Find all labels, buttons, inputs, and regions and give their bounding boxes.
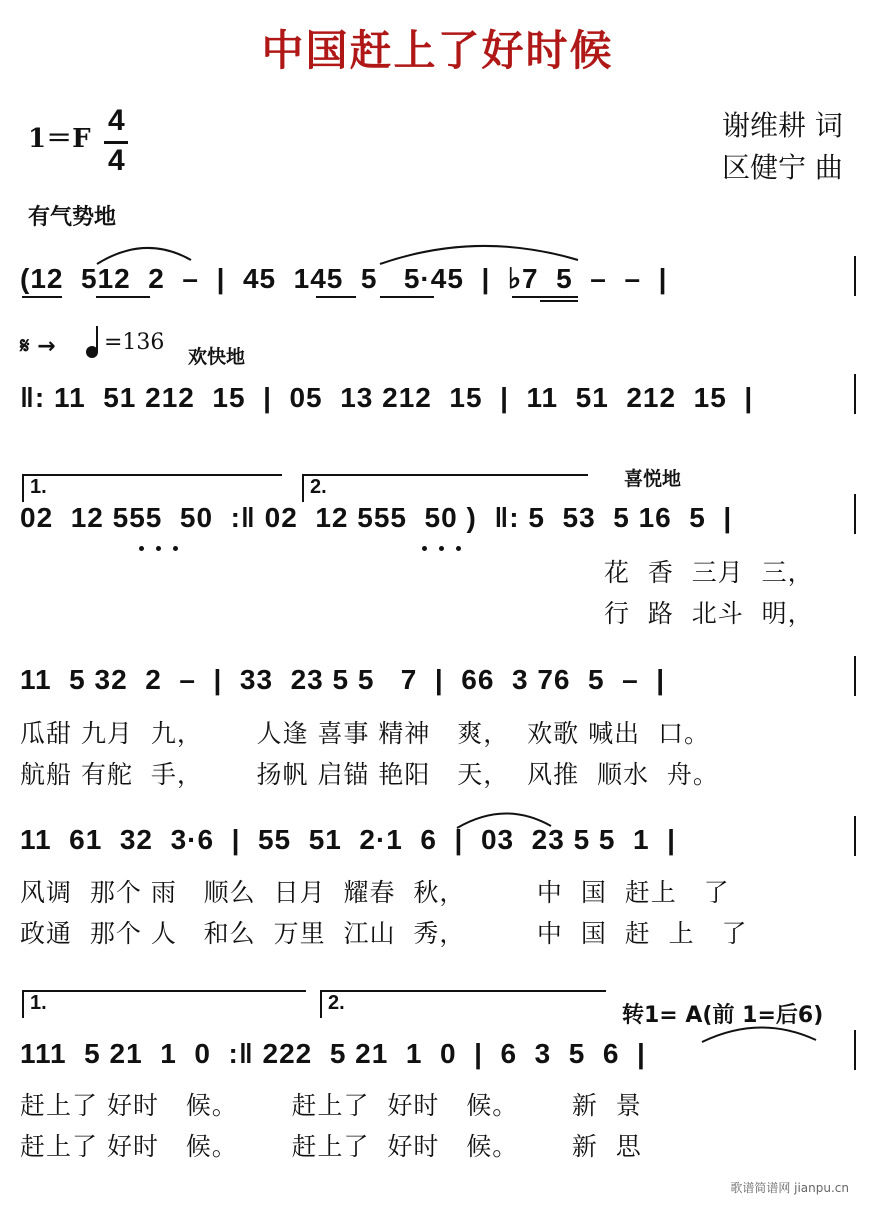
volta-bracket-2 — [302, 474, 588, 502]
low-octave-dot — [156, 546, 161, 551]
underline — [22, 296, 62, 298]
song-title: 中国赶上了好时候 — [261, 26, 614, 75]
volta-bracket-1 — [22, 474, 282, 502]
bar-line — [854, 1030, 856, 1070]
score-row-4: 11 5 32 2 – | 33 23 5 5 7 | 66 3 76 5 – | — [20, 664, 666, 695]
time-signature-bottom: 4 — [108, 144, 125, 177]
bar-line — [854, 656, 856, 696]
slur-arc — [95, 238, 195, 268]
modulation-mark: 转1= A(前 1=后6) — [622, 1003, 824, 1028]
volta-bracket-2 — [320, 990, 606, 1018]
underline — [96, 296, 150, 298]
intro-expression: 有气势地 — [28, 205, 117, 230]
volta-bracket-1 — [22, 990, 306, 1018]
score-row-6: 111 5 21 1 0 :‖ 222 5 21 1 0 | 6 3 5 6 | — [20, 1038, 646, 1069]
tempo-value: =136 — [104, 330, 165, 355]
score-row-5: 11 61 32 3·6 | 55 51 2·1 6 | 03 23 5 5 1 | — [20, 824, 677, 855]
key-signature: 1＝F — [28, 124, 91, 154]
lyric-chorus-verse-2: 行 路 北斗 明， — [604, 599, 814, 628]
underline — [512, 296, 578, 298]
lyric-row-4-verse-1: 瓜甜 九月 九， 人逢 喜事 精神 爽， 欢歌 喊出 口。 — [20, 719, 710, 748]
lyric-row-6-verse-2: 赶上了 好时 候。 赶上了 好时 候。 新 思 — [20, 1132, 642, 1161]
low-octave-dot — [139, 546, 144, 551]
low-octave-dot — [173, 546, 178, 551]
underline — [540, 300, 578, 302]
underline — [316, 296, 356, 298]
time-signature-top: 4 — [108, 104, 125, 137]
volta-1-label: 1. — [30, 992, 47, 1014]
verse-expression: 欢快地 — [188, 346, 246, 368]
note-stem — [96, 326, 98, 352]
bar-line — [854, 494, 856, 534]
score-row-3: 02 12 555 50 :‖ 02 12 555 50 ) ‖: 5 53 5 16 5 | — [20, 502, 733, 533]
score-row-2: ‖: 11 51 212 15 | 05 13 212 15 | 11 51 212 15 | — [20, 382, 754, 413]
low-octave-dot — [456, 546, 461, 551]
composer-credit: 区健宁 曲 — [722, 151, 843, 184]
lyric-row-4-verse-2: 航船 有舵 手， 扬帆 启锚 艳阳 天， 风推 顺水 舟。 — [20, 760, 719, 789]
bar-line — [854, 256, 856, 296]
low-octave-dot — [422, 546, 427, 551]
volta-2-label: 2. — [328, 992, 345, 1014]
low-octave-dot — [439, 546, 444, 551]
slur-arc — [700, 1020, 820, 1044]
chorus-expression: 喜悦地 — [624, 468, 682, 490]
volta-1-label: 1. — [30, 476, 47, 498]
slur-arc — [455, 806, 555, 830]
volta-2-label: 2. — [310, 476, 327, 498]
lyric-row-6-verse-1: 赶上了 好时 候。 赶上了 好时 候。 新 景 — [20, 1091, 642, 1120]
site-watermark: 歌谱简谱网 jianpu.cn — [730, 1181, 849, 1195]
bar-line — [854, 374, 856, 414]
bar-line — [854, 816, 856, 856]
underline — [380, 296, 434, 298]
lyricist-credit: 谢维耕 词 — [722, 109, 843, 142]
lyric-row-5-verse-1: 风调 那个 雨 顺么 日月 耀春 秋， 中 国 赶上 了 — [20, 878, 730, 907]
lyric-chorus-verse-1: 花 香 三月 三， — [604, 558, 814, 587]
score-row-1: (12 512 2 – | 45 145 5 5·45 | ♭7 5 – – | — [20, 263, 668, 294]
lyric-row-5-verse-2: 政通 那个 人 和么 万里 江山 秀， 中 国 赶 上 了 — [20, 919, 748, 948]
segno-mark: 𝄋 → — [20, 334, 56, 359]
slur-arc — [378, 238, 588, 268]
